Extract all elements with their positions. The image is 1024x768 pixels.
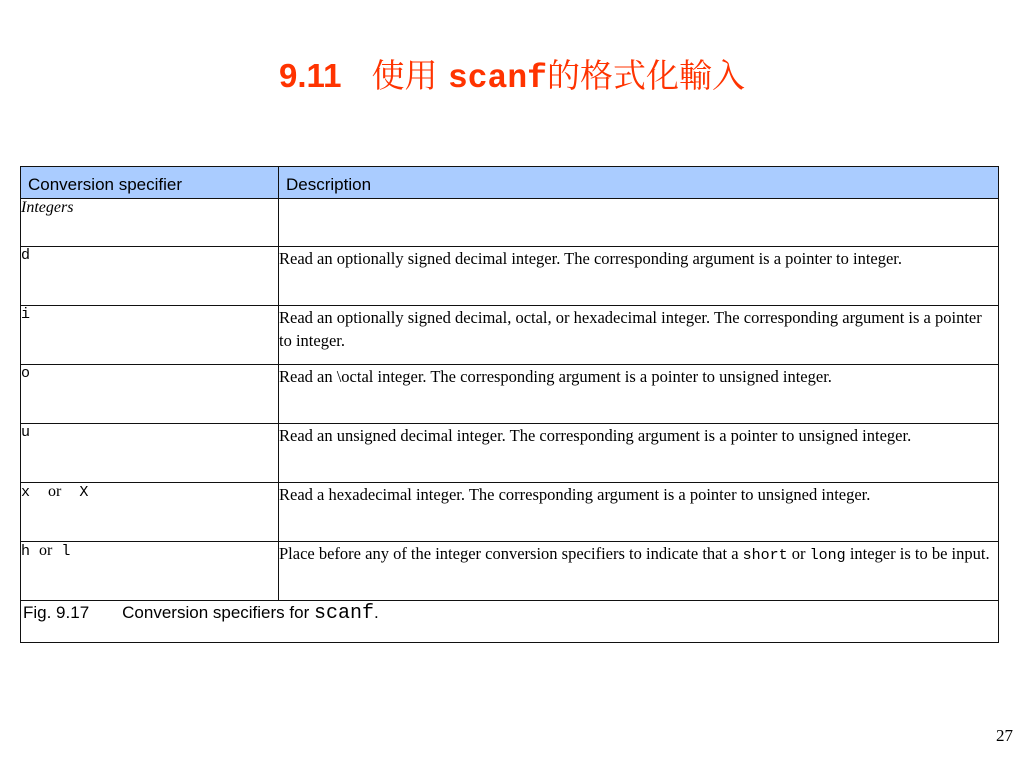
page-number: 27: [996, 726, 1013, 745]
description-cell: Read an optionally signed decimal integer. The corresponding argument is a pointer to integer.: [279, 247, 999, 306]
caption-end: .: [373, 603, 379, 622]
desc-text-1: Place before any of the integer conversion specifiers to indicate that a: [279, 544, 743, 563]
table-row: [21, 483, 999, 542]
figure-caption: [21, 601, 999, 643]
title-prefix: 使用: [371, 56, 448, 95]
table-header-row: [21, 167, 999, 199]
spec-cell: i: [21, 306, 279, 365]
desc-text-3: integer is to be input.: [845, 544, 990, 563]
header-description: Description: [279, 167, 999, 199]
spec-cell: o: [21, 365, 279, 424]
table-row: [21, 424, 999, 483]
title-suffix: 的格式化輸入: [546, 56, 745, 95]
section-label: Integers: [21, 199, 279, 247]
desc-text-2: or: [787, 544, 810, 563]
spec-cell: u: [21, 424, 279, 483]
empty-cell: [279, 199, 999, 247]
description-cell: Read an optionally signed decimal, octal, or hexadecimal integer. The corresponding argument is a pointer to integer.: [279, 306, 999, 365]
spec-h: h: [21, 543, 31, 560]
slide-title: [0, 50, 1024, 97]
description-cell: Read a hexadecimal integer. The corresponding argument is a pointer to unsigned integer.: [279, 483, 999, 542]
spec-cell: [21, 483, 279, 542]
description-cell: Read an \octal integer. The corresponding argument is a pointer to unsigned integer.: [279, 365, 999, 424]
spec-or: or: [48, 483, 62, 500]
table-row: [21, 365, 999, 424]
table-row: [21, 306, 999, 365]
title-code: scanf: [447, 60, 547, 97]
caption-row: [21, 601, 999, 643]
spec-l: l: [61, 543, 71, 560]
description-cell: Read an unsigned decimal integer. The corresponding argument is a pointer to unsigned integer.: [279, 424, 999, 483]
conversion-specifier-table: [20, 166, 999, 643]
caption-text: Conversion specifiers for: [122, 603, 314, 622]
section-row-integers: [21, 199, 999, 247]
table-row: [21, 542, 999, 601]
table-row: [21, 247, 999, 306]
spec-cell: [21, 542, 279, 601]
caption-fig-label: Fig. 9.17: [23, 603, 90, 622]
desc-code-long: long: [809, 547, 846, 564]
spec-x: x: [21, 484, 31, 501]
desc-code-short: short: [742, 547, 788, 564]
spec-or: or: [39, 542, 53, 559]
header-conversion-specifier: Conversion specifier: [21, 167, 279, 199]
caption-code: scanf: [313, 602, 374, 625]
spec-cell: d: [21, 247, 279, 306]
section-number: 9.11: [279, 57, 342, 94]
spec-x-upper: X: [79, 484, 89, 501]
description-cell: [279, 542, 999, 601]
